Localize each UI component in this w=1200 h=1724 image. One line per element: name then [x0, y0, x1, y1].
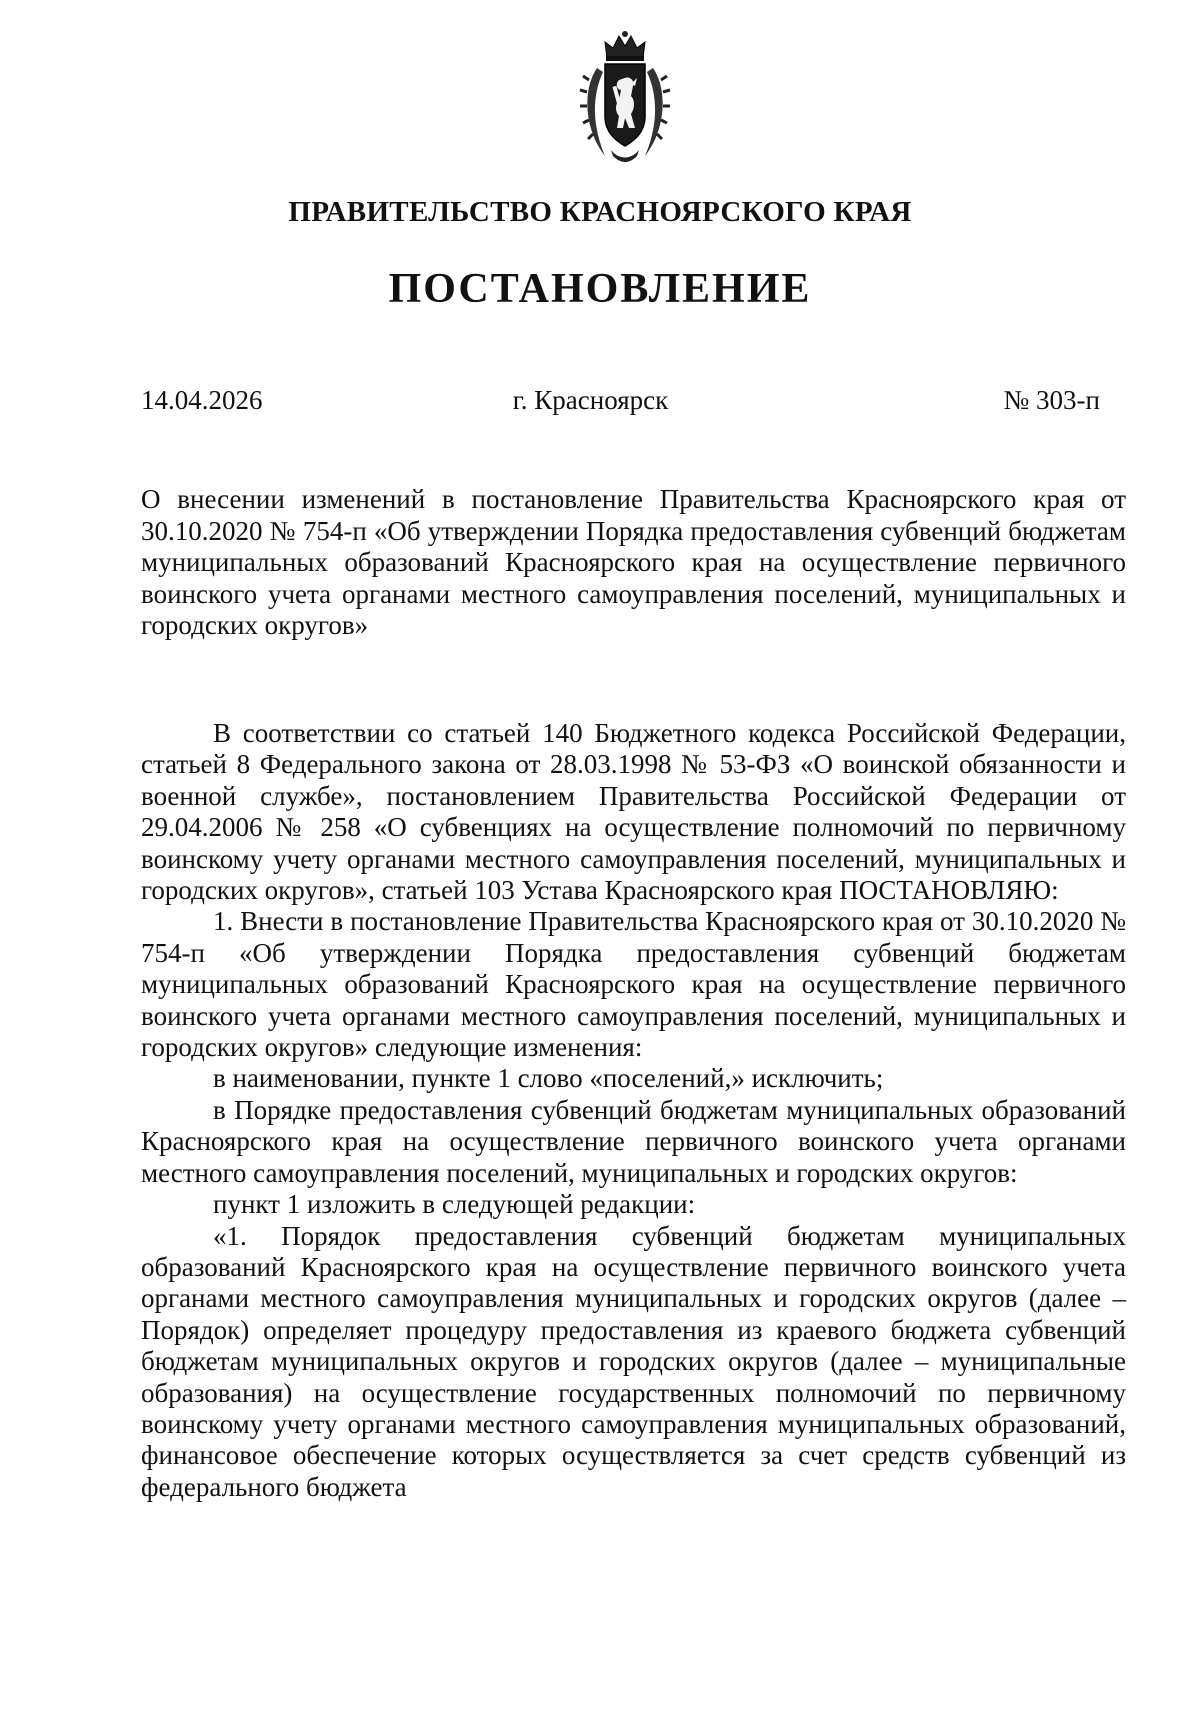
- body-paragraph: в Порядке предоставления субвенций бюджетам муниципальных образований Красноярского края на осуществление первичного воинского учета органами местного самоуправления поселений, муниципальных и городских округов:: [141, 1094, 1126, 1188]
- document-body: [141, 718, 1126, 1503]
- document-date: 14.04.2026: [141, 385, 263, 415]
- organization-title: ПРАВИТЕЛЬСТВО КРАСНОЯРСКОГО КРАЯ: [288, 196, 912, 228]
- body-paragraph: пункт 1 изложить в следующей редакции:: [213, 1189, 696, 1220]
- document-meta-row: [141, 385, 1100, 421]
- coat-of-arms-icon: [575, 28, 675, 168]
- crown-icon: [605, 31, 645, 61]
- body-paragraph: В соответствии со статьей 140 Бюджетного кодекса Российской Федерации, статьей 8 Федерального закона от 28.03.1998 № 53-ФЗ «О воинской обязанности и военной службе», постановлением Правительства Российской Федерации от 29.04.2006 № 258 «О субвенциях на осуществление полномочий по первичному воинскому учету органами местного самоуправления поселений, муниципальных и городских округов», статьей 103 Устава Красноярского края ПОСТАНОВЛЯЮ:: [141, 718, 1126, 906]
- body-paragraph: 1. Внести в постановление Правительства Красноярского края от 30.10.2020 № 754-п «Об утверждении Порядка предоставления субвенций бюджетам муниципальных образований Красноярского края на осуществление первичного воинского учета органами местного самоуправления поселений, муниципальных и городских округов» следующие изменения:: [141, 906, 1126, 1063]
- document-type-heading: ПОСТАНОВЛЕНИЕ: [388, 266, 812, 312]
- document-subject: О внесении изменений в постановление Правительства Красноярского края от 30.10.2020 № 754-п «Об утверждении Порядка предоставления субвенций бюджетам муниципальных образований Красноярского края на осуществление первичного воинского учета органами местного самоуправления поселений, муниципальных и городских округов»: [141, 484, 1126, 641]
- body-paragraph: в наименовании, пункте 1 слово «поселений,» исключить;: [213, 1063, 884, 1094]
- document-city: г. Красноярск: [512, 385, 669, 415]
- body-paragraph: «1. Порядок предоставления субвенций бюджетам муниципальных образований Красноярского края на осуществление первичного воинского учета органами местного самоуправления муниципальных и городских округов (далее – Порядок) определяет процедуру предоставления из краевого бюджета субвенций бюджетам муниципальных округов и городских округов (далее – муниципальные образования) на осуществление государственных полномочий по первичному воинскому учету органами местного самоуправления муниципальных образований, финансовое обеспечение которых осуществляется за счет средств субвенций из федерального бюджета: [141, 1220, 1126, 1502]
- document-number: № 303-п: [1003, 385, 1100, 415]
